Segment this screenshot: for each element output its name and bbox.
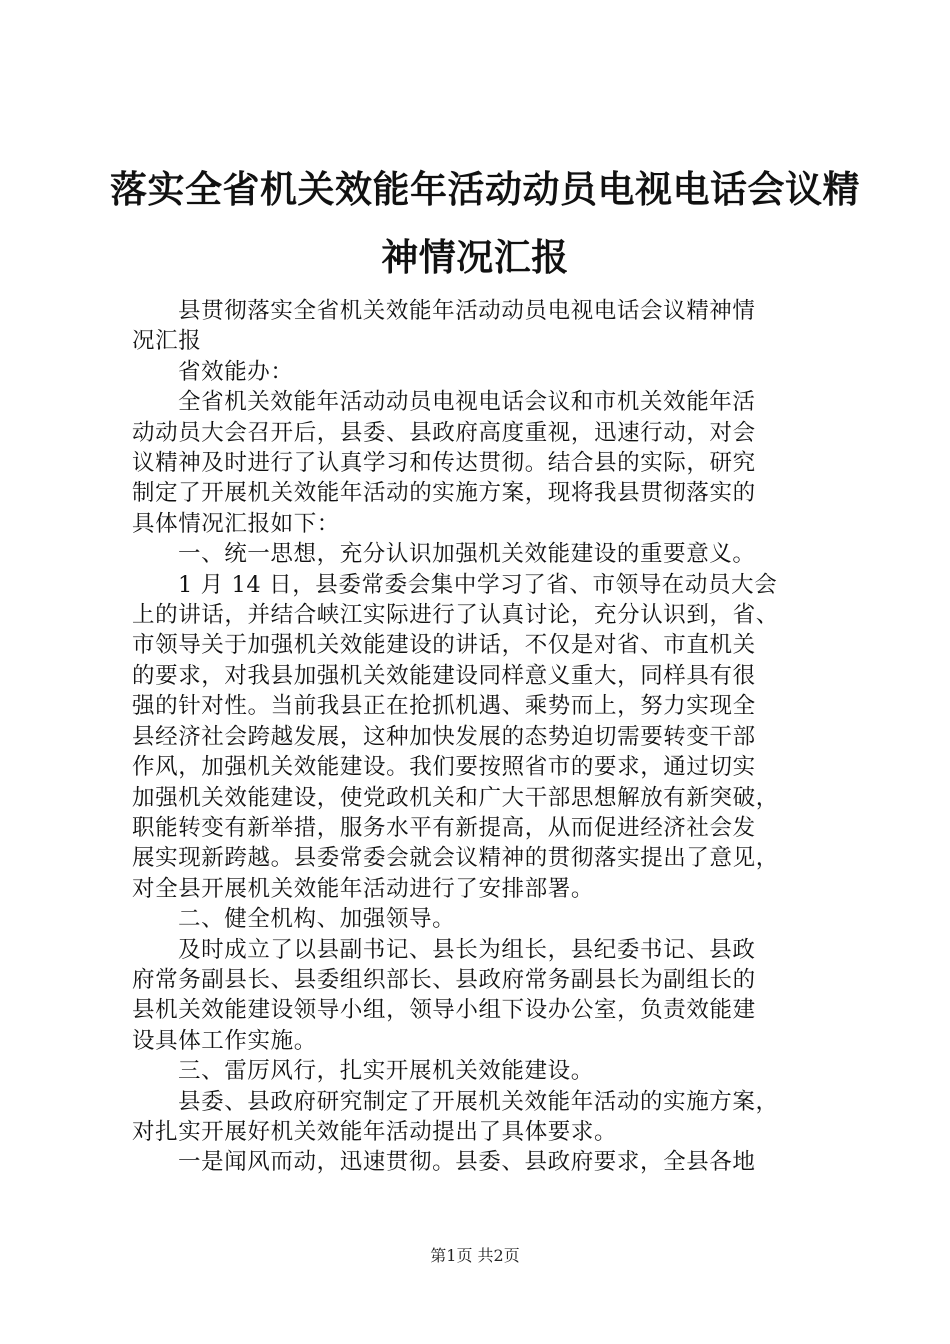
body-text-line: 一是闻风而动，迅速贯彻。县委、县政府要求，全县各地 — [178, 1149, 756, 1176]
body-text-line: 二、健全机构、加强领导。 — [178, 906, 456, 933]
body-text-line: 上的讲话，并结合峡江实际进行了认真讨论，充分认识到，省、 — [132, 602, 779, 629]
document-title-line-1: 落实全省机关效能年活动动员电视电话会议精 — [110, 168, 860, 211]
body-text-line: 市领导关于加强机关效能建设的讲话，不仅是对省、市直机关 — [132, 632, 756, 659]
body-text-line: 及时成立了以县副书记、县长为组长，县纪委书记、县政 — [178, 936, 756, 963]
body-text-line: 动动员大会召开后，县委、县政府高度重视，迅速行动，对会 — [132, 419, 756, 446]
body-text-line: 职能转变有新举措，服务水平有新提高，从而促进经济社会发 — [132, 814, 756, 841]
body-text-line: 加强机关效能建设，使党政机关和广大干部思想解放有新突破， — [132, 784, 779, 811]
body-text-line: 县贯彻落实全省机关效能年活动动员电视电话会议精神情 — [178, 298, 756, 324]
body-text-line: 强的针对性。当前我县正在抢抓机遇、乘势而上，努力实现全 — [132, 693, 756, 720]
body-text-line: 县经济社会跨越发展，这种加快发展的态势迫切需要转变干部 — [132, 723, 756, 750]
body-text-line: 三、雷厉风行，扎实开展机关效能建设。 — [178, 1058, 594, 1085]
body-text-line: 全省机关效能年活动动员电视电话会议和市机关效能年活 — [178, 389, 756, 416]
page-number-footer: 第1页 共2页 — [430, 1246, 520, 1265]
body-text-line: 县委、县政府研究制定了开展机关效能年活动的实施方案， — [178, 1088, 779, 1115]
body-text-line: 省效能办： — [178, 358, 294, 385]
body-text-line: 具体情况汇报如下： — [132, 510, 340, 537]
body-text-line: 议精神及时进行了认真学习和传达贯彻。结合县的实际，研究 — [132, 450, 756, 477]
document-title — [110, 156, 860, 292]
body-text-line: 的要求，对我县加强机关效能建设同样意义重大，同样具有很 — [132, 662, 756, 689]
body-text-line: 对全县开展机关效能年活动进行了安排部署。 — [132, 875, 595, 902]
document-body — [132, 296, 832, 1178]
document-title-line-2: 神情况汇报 — [381, 236, 569, 279]
body-text-line: 一、统一思想，充分认识加强机关效能建设的重要意义。 — [178, 541, 756, 568]
body-text-line: 作风，加强机关效能建设。我们要按照省市的要求，通过切实 — [132, 754, 756, 781]
body-text-line: 制定了开展机关效能年活动的实施方案，现将我县贯彻落实的 — [132, 480, 756, 507]
body-text-line: 况汇报 — [132, 328, 202, 355]
body-text-line: 县机关效能建设领导小组，领导小组下设办公室，负责效能建 — [132, 997, 756, 1024]
body-text-line: 设具体工作实施。 — [132, 1027, 317, 1054]
body-text-line: 1 月 14 日，县委常委会集中学习了省、市领导在动员大会 — [178, 571, 778, 598]
body-text-line: 展实现新跨越。县委常委会就会议精神的贯彻落实提出了意见， — [132, 845, 779, 872]
body-text-line: 府常务副县长、县委组织部长、县政府常务副县长为副组长的 — [132, 966, 756, 993]
body-text-line: 对扎实开展好机关效能年活动提出了具体要求。 — [132, 1118, 618, 1145]
